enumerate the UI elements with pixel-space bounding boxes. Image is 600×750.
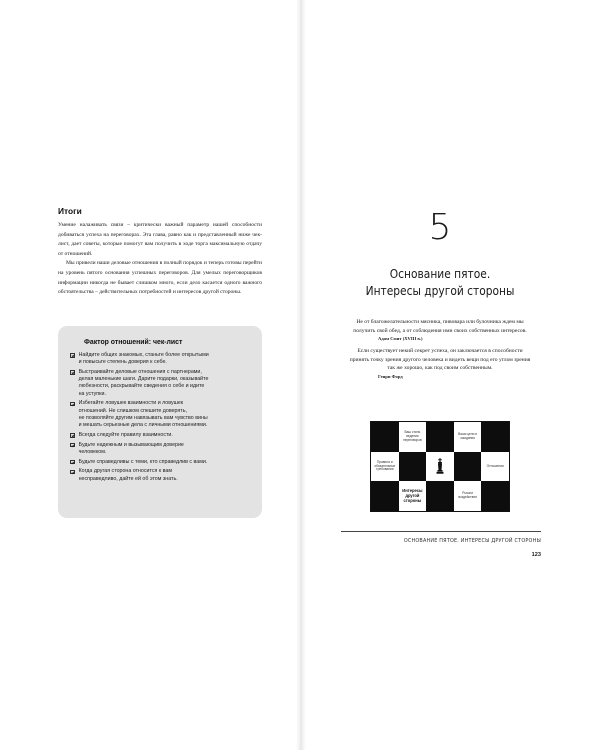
- epigraph-quote-1: Не от благожелательности мясника, пивовара или булочника ждем мы получить свой обед, а от соблюдения ими своих собственных интересов.: [353, 319, 527, 334]
- checklist-item: [70, 352, 250, 366]
- checkbox-icon: [70, 370, 75, 375]
- checklist-item: [70, 459, 250, 466]
- chess-square-label: Отношения: [481, 452, 509, 482]
- checklist-item-text: Будьте справедливы с теми, кто справедлив с вами.: [78, 458, 208, 465]
- checklist-item: [70, 442, 250, 456]
- checkbox-icon: [70, 433, 75, 438]
- book-gutter: [296, 0, 306, 750]
- chess-square-label: Рычаги воздействия: [454, 481, 482, 511]
- chess-square-highlight: Интересы другой стороны: [399, 481, 427, 511]
- running-head: ОСНОВАНИЕ ПЯТОЕ. ИНТЕРЕСЫ ДРУГОЙ СТОРОНЫ: [403, 538, 541, 544]
- chapter-title-line-2: Интересы другой стороны: [365, 283, 515, 298]
- chess-square-dark: [481, 422, 509, 452]
- epigraph-block: [348, 318, 532, 385]
- checklist-item: [70, 468, 250, 482]
- chapter-title: [345, 265, 534, 299]
- epigraph-author-1: Адам Смит (XVIII в.): [378, 336, 423, 342]
- chess-square-label: Правила и обязательные требования: [371, 452, 399, 482]
- chess-square-center: [426, 452, 454, 482]
- chapter-number: 5: [428, 207, 452, 248]
- relationship-checklist-box: [58, 326, 262, 518]
- checklist-item: [70, 432, 250, 439]
- checklist-item: [70, 400, 250, 429]
- chess-square-dark: [426, 481, 454, 511]
- chess-square-dark: [481, 481, 509, 511]
- chapter-title-line-1: Основание пятое.: [389, 266, 491, 281]
- chess-square-dark: [426, 422, 454, 452]
- checklist-item-text: Будьте надежным и вызывающим доверие человеком.: [78, 441, 184, 455]
- checklist-title: Фактор отношений: чек-лист: [84, 339, 183, 346]
- page-number: 123: [531, 552, 541, 558]
- chess-king-icon: [435, 458, 445, 475]
- chess-square-dark: [399, 452, 427, 482]
- chess-square-dark: [371, 481, 399, 511]
- chessboard-diagram: [370, 421, 510, 512]
- checkbox-icon: [70, 402, 75, 407]
- checklist-item: [70, 369, 250, 398]
- checkbox-icon: [70, 443, 75, 448]
- chess-square-dark: [371, 422, 399, 452]
- chess-square-label: Ваш стиль ведения переговоров: [399, 422, 427, 452]
- checklist-item-text: Найдите общих знакомых, станьте более открытыми и повысьте степень доверия к себе.: [78, 352, 209, 366]
- checkbox-icon: [70, 470, 75, 475]
- summary-paragraph-2: Мы привели наши деловые отношения в полный порядок и теперь готовы перейти на уровень пятого основания успешных переговоров. Для умелых переговорщиков информации никогда не бывает слишком много, если дело касается одного важного обстоятельства – действительных потребностей и интересов другой стороны.: [58, 260, 262, 296]
- summary-heading: Итоги: [58, 206, 82, 216]
- chess-square-label: Ваши цели и ожидания: [454, 422, 482, 452]
- epigraph-quote-2: Если существует некий секрет успеха, он заключается в способности принять точку зрения другого человека и видеть вещи под его углом зрения так же хорошо, как под своим собственным.: [349, 348, 531, 372]
- checklist-item-text: Всегда следуйте правилу взаимности.: [78, 431, 173, 438]
- checklist-item-text: Избегайте ловушек взаимности и ловушек отношений. Не слишком спешите доверять, не позволяйте другим навязывать вам чувство вины и мешать серьезные дела с личными отношениями.: [78, 400, 208, 429]
- chess-square-dark: [454, 452, 482, 482]
- checklist-item-text: Когда другая сторона относится к вам несправедливо, дайте ей об этом знать.: [78, 468, 178, 482]
- left-page-text: [58, 206, 262, 298]
- epigraph-author-2: Генри Форд: [378, 373, 403, 379]
- checkbox-icon: [70, 460, 75, 465]
- footer-rule: [341, 531, 541, 532]
- checklist-item-text: Выстраивайте деловые отношения с партнерами, делая маленькие шаги. Дарите подарки, оказывайте любезности, раскрывайте сведения о себе и идите на уступки.: [78, 369, 209, 397]
- checkbox-icon: [70, 353, 75, 358]
- summary-paragraph-1: Умение налаживать связи – критически важный параметр нашей способности добиваться успеха на переговорах. Эта глава, равно как и представленный ниже чек-лист, дает советы, которые помогут вам получить в ходе торга максимальную отдачу от отношений.: [58, 222, 262, 257]
